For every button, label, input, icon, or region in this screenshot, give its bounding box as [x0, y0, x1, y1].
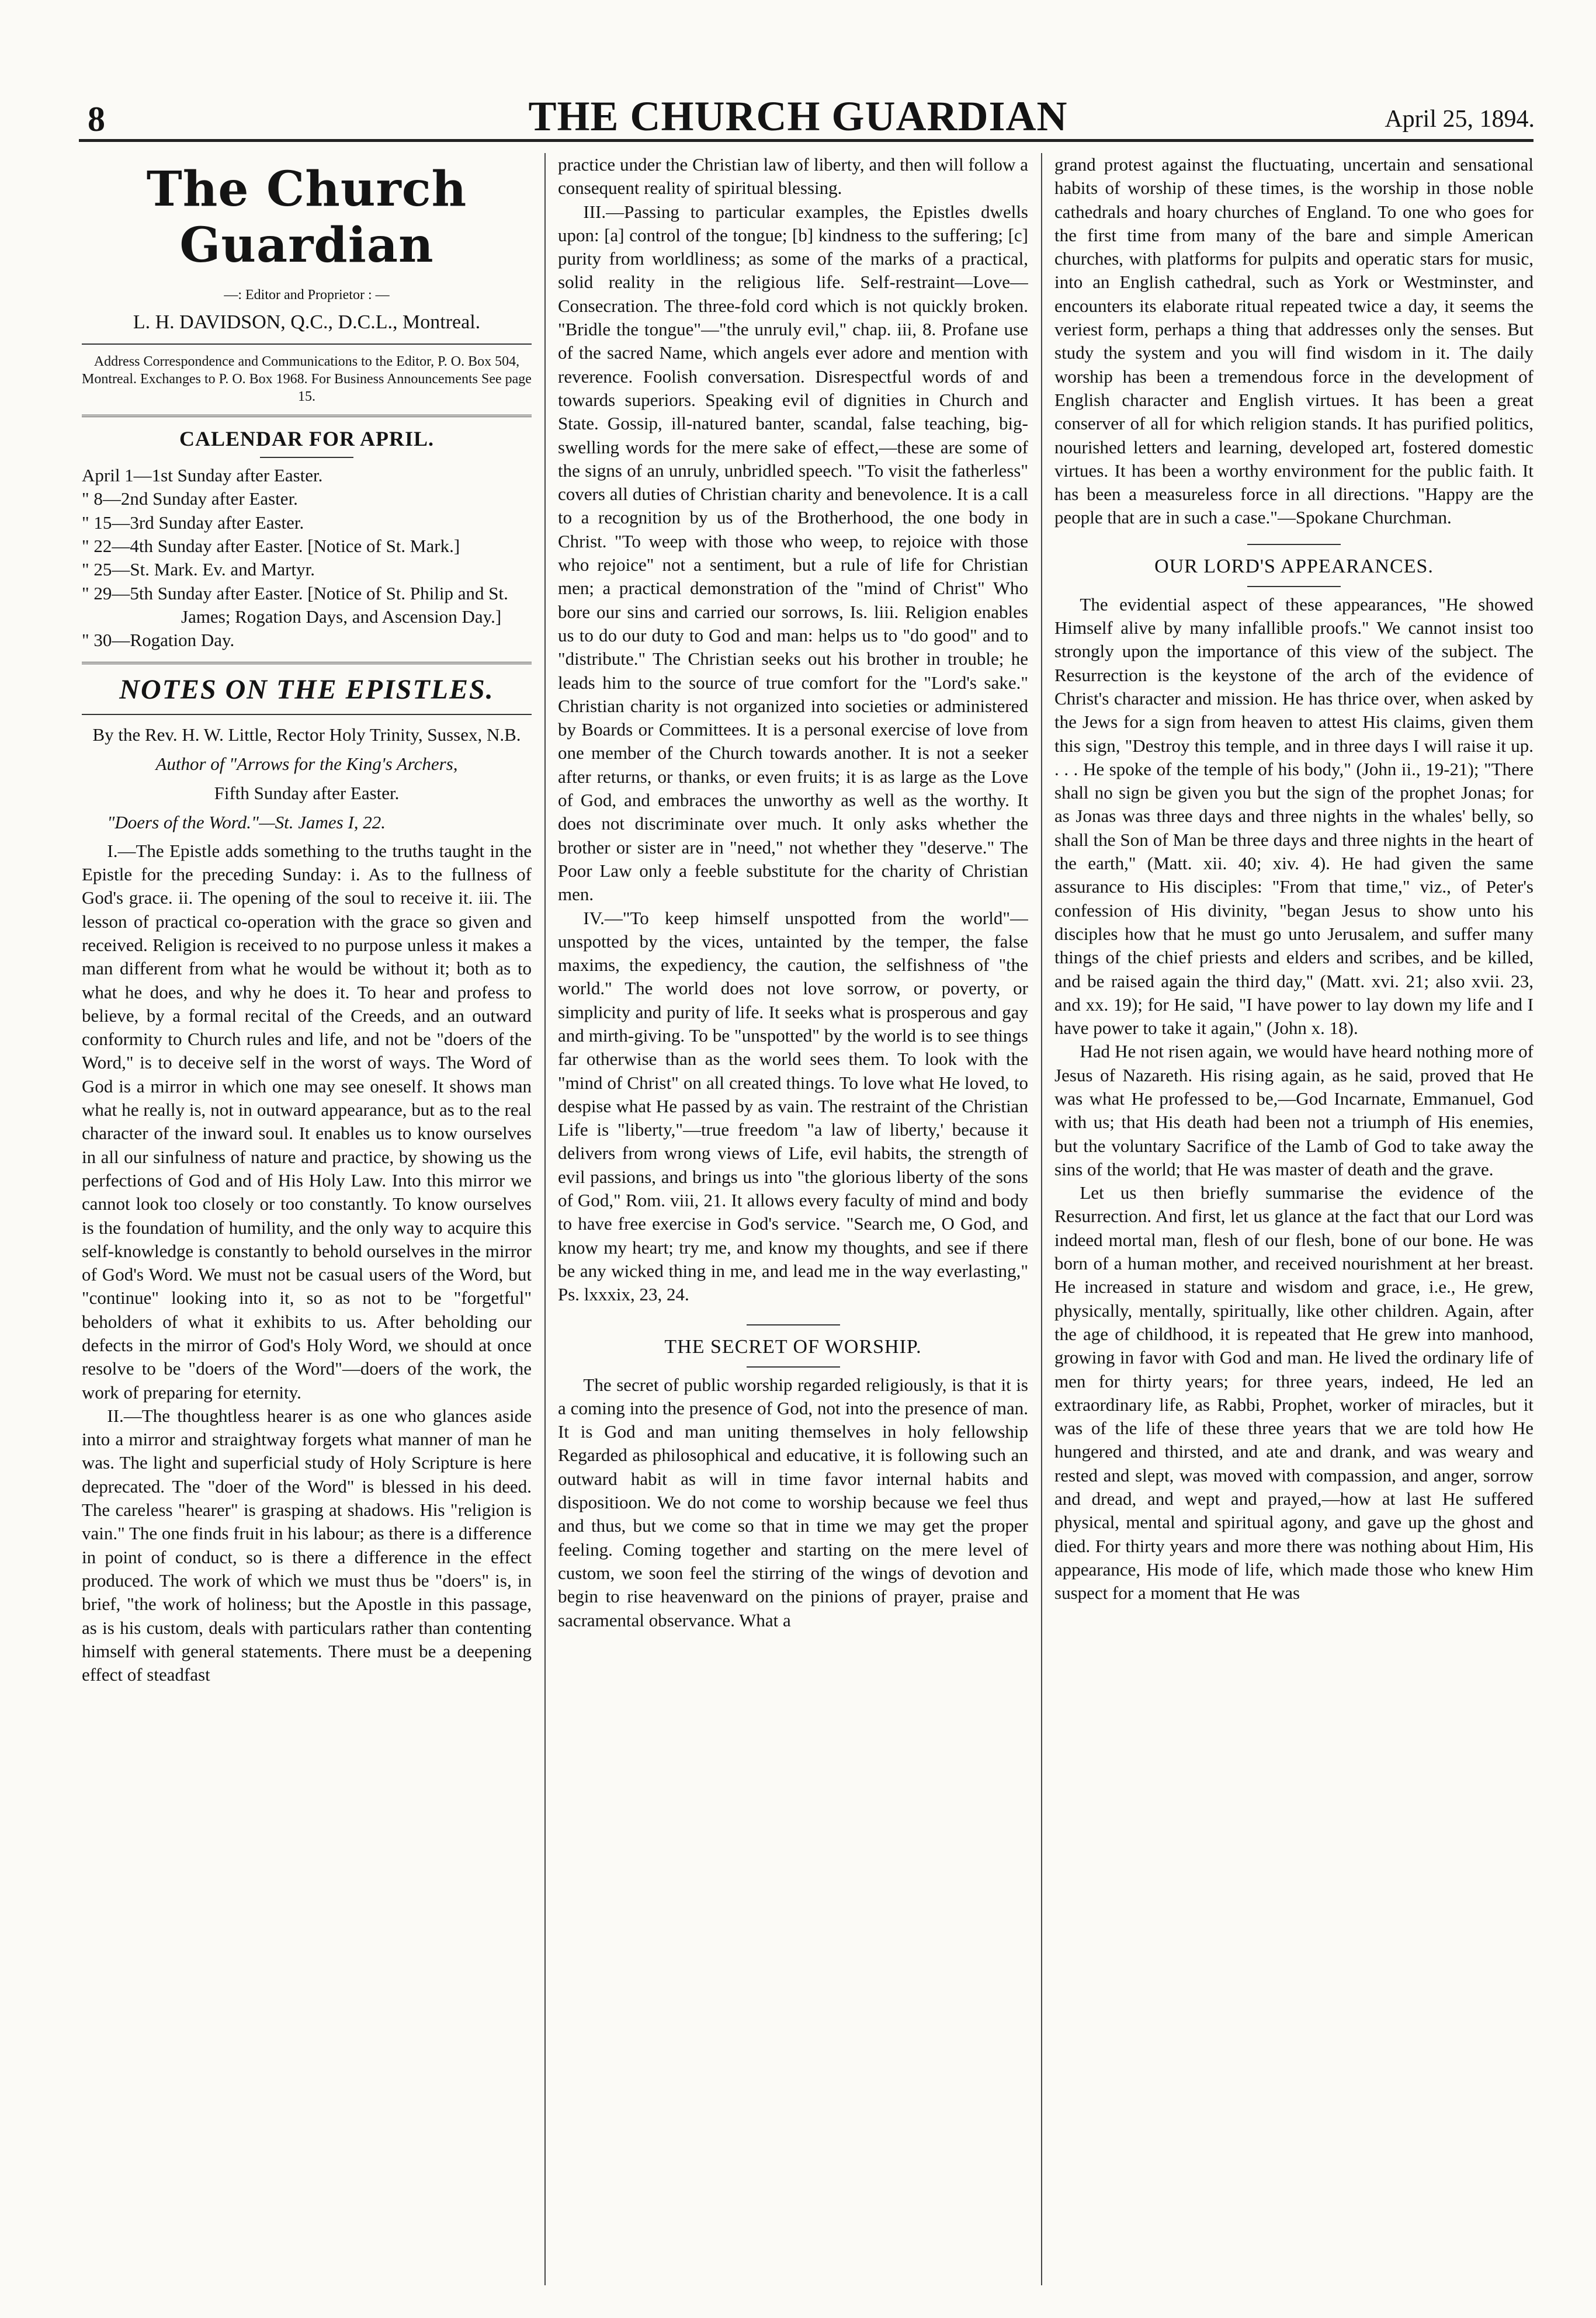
byline: By the Rev. H. W. Little, Rector Holy Trinity, Sussex, N.B.: [92, 724, 521, 745]
calendar-entry: " 25—St. Mark. Ev. and Martyr.: [82, 559, 315, 580]
column-divider: [1041, 153, 1042, 2285]
article-paragraph: grand protest against the fluctuating, uncertain and sensational habits of worship of these times, is the worship in those noble cathedrals and hoary churches of England. To one who goes for the first time from many of the bare and simple American churches, with platforms for pulpits and operatic stars for music, into an English cathedral, such as York or Westminster, and encounters its elaborate ritual repeated twice a day, it seems the veriest form, perhaps a thing that addresses only the senses. But study the system and you will find wisdom in it. The daily worship has been a tremendous force in the development of English character and English virtues. It has been a great conserver of all for which religion stands. It has purified politics, nourished letters and learning, developed art, fostered domestic virtues. It has been a worthy environment for the public faith. It has been a measureless force in all directions. "Happy are the people that are in such a case."—Spokane Churchman.: [1054, 154, 1533, 528]
article-paragraph: III.—Passing to particular examples, the Epistles dwells upon: [a] control of the tongue; [b] kindness to the suffering; [c] purity from worldliness; as some of the marks of a practical, solid reality in the religious life. Self-restraint—Love—Consecration. The three-fold cord which is not quickly broken. "Bridle the tongue"—"the unruly evil," chap. iii, 8. Profane use of the sacred Name, which angels ever adore and mention with reverence. Foolish conversation. Disrespectful words of and towards superiors. Speaking evil of dignities in Church and State. Gossip, ill-natured banter, scandal, false teaching, big-swelling words for the mere sake of effect,—these are some of the signs of an unruly, unbridled speech. "To visit the fatherless" covers all duties of Christian charity and benevolence. It is a call to a recognition by us of the Brotherhood, the one body in Christ. "To weep with those who weep, to rejoice with those who rejoice" not a sentiment, but a rule of life for Christian men; a practical demonstration of the "mind of Christ" Who bore our sins and carried our sorrows, Is. liii. Religion enables us to do our duty to God and man: helps us to "do good" and to "distribute." The Christian seeks out his brother in trouble; he leads him to the source of true comfort for the "Lord's sake." Christian charity is not organized into societies or administered by Boards or Committees. It is a personal exercise of love from one member of the Church towards another. It is not a seeker after returns, or thanks, or even fruits; it is as large as the Love of God, and embraces the unworthy as well as the worthy. It does not discriminate over much. It only asks whether the brother or sister are in "need," not whether they "deserve." The Poor Law only a feeble substitute for the charity of Christian men.: [558, 201, 1028, 905]
article-paragraph: I.—The Epistle adds something to the truths taught in the Epistle for the preceding Sunday: i. As to the fullness of God's grace. ii. The opening of the soul to receive it. iii. The lesson of practical co-operation with the grace so given and received. Religion is received to no purpose unless it makes a man different from what he would be without it; both as to what he does, and why he does it. To hear and profess to believe, by a formal recital of the Creeds, and an outward conformity to Church rules and life, and not be "doers of the Word," is to deceive self in the worst of ways. The Word of God is a mirror in which one may see oneself. It shows man what he really is, not in outward appearance, but as to the real character of the inward soul. It enables us to know ourselves in all our sinfulness of nature and practice, by showing us the perfections of God and of His Holy Law. Into this mirror we cannot look too closely or too constantly. To know ourselves is the foundation of humility, and the only way to acquire this self-knowledge is constantly to behold ourselves in the mirror of God's Word. We must not be casual users of the Word, but "continue" looking into it, so as not to be "forgetful" beholders of what it exhibits to us. After beholding our defects in the mirror of God's Holy Word, we should at once resolve to be "doers of the Word"—doers of the work, the work of preparing for eternity.: [82, 840, 532, 1403]
masthead: The Church Guardian: [146, 161, 467, 273]
calendar-list: [82, 464, 532, 652]
article-paragraph: II.—The thoughtless hearer is as one who glances aside into a mirror and straightway forgets what manner of man he was. The light and superficial study of Holy Scripture is here deprecated. The "doer of the Word" is blessed in his deed. The careless "hearer" is grasping at shadows. His "religion is vain." The one finds fruit in his labour; as there is a difference in point of conduct, so is there a difference in the effect produced. The work of which we must thus be "doers" is, in brief, "the work of holiness; but the Apostle in this passage, as is his custom, deals with particulars rather than contenting himself with general statements. There must be a deepening effect of steadfast: [82, 1405, 532, 1685]
section-title-appearances: OUR LORD'S APPEARANCES.: [1154, 555, 1434, 577]
article-paragraph: practice under the Christian law of liberty, and then will follow a consequent reality of spiritual blessing.: [558, 154, 1028, 199]
calendar-entry: " 22—4th Sunday after Easter. [Notice of St. Mark.]: [82, 536, 460, 557]
section-title-worship: THE SECRET OF WORSHIP.: [664, 1335, 922, 1358]
rule: [747, 1324, 840, 1325]
page-number: 8: [88, 100, 105, 138]
calendar-entry: April 1—1st Sunday after Easter.: [82, 465, 323, 486]
editor-name: L. H. DAVIDSON, Q.C., D.C.L., Montreal.: [133, 311, 481, 333]
article-paragraph: Let us then briefly summarise the evidence of the Resurrection. And first, let us glance at the fact that our Lord was indeed mortal man, flesh of our flesh, bone of our bone. He was born of a human mother, and received nourishment at her breast. He increased in stature and wisdom and grace, i.e., He grew, physically, mentally, spiritually, like other children. Again, after the age of childhood, it is repeated that He grew into manhood, growing in favor with God and man. He lived the ordinary life of men for thirty years; for three years, indeed, He led an extraordinary life, as Rabbi, Prophet, worker of miracles, but it was of the life of these three years that we are told how He hungered and thirsted, and ate and drank, and was weary and rested and slept, was moved with compassion, and anger, sorrow and dread, and wept and prayed,—how at last He suffered physical, mental and spiritual agony, and gave up the ghost and died. For thirty years and more there was nothing about Him, His appearance, His mode of life, which made those who knew Him suspect for a moment that He was: [1054, 1182, 1533, 1604]
column-3: [1054, 153, 1533, 2291]
editor-line: —: Editor and Proprietor : —: [224, 287, 390, 303]
calendar-entry: " 30—Rogation Day.: [82, 630, 235, 651]
article-paragraph: The evidential aspect of these appearances, "He showed Himself alive by many infallible proofs." We cannot insist too strongly upon the importance of this view of the subject. The Resurrection is the keystone of the arch of the evidence of Christ's character and mission. He has thrice over, when asked by the Jews for a sign from heaven to attest His claims, given them this sign, "Destroy this temple, and in three days I will raise it up. . . . He spoke of the temple of his body," (John ii., 19-21); "There shall no sign be given you but the sign of the prophet Jonas; for as Jonas was three days and three nights in the whales' belly, so shall the Son of Man be three days and three nights in the heart of the earth," (Matt. xii. 40; xiv. 4). He had given the same assurance to His disciples: "From that time," viz., of Peter's confession of His divinity, "began Jesus to show unto his disciples how that he must go unto Jerusalem, and suffer many things of the chief priests and elders and scribes, and be killed, and be raised again the third day," (Matt. xvi. 21; also xvii. 23, and xx. 19); for He said, "I have power to lay down my life and I have power to take it again," (John x. 18).: [1054, 594, 1533, 1039]
article-paragraph: Had He not risen again, we would have heard nothing more of Jesus of Nazareth. His rising again, as he said, proved that He was what He professed to be,—God Incarnate, Emmanuel, God with us; that His death had been not a triumph of His enemies, but the voluntary Sacrifice of the Lamb of God to take away the sins of the world; that He was master of death and the grave.: [1054, 1041, 1533, 1179]
rule: [747, 1366, 840, 1368]
newspaper-title: THE CHURCH GUARDIAN: [528, 93, 1068, 140]
article-paragraph: The secret of public worship regarded religiously, is that it is a coming into the presence of God, not into the presence of man. It is God and man uniting themselves in holy fellowship Regarded as philosophical and educative, it is following such an outward habit as will in time favor internal habits and dispositioon. We do not come to worship because we feel thus and thus, but we come so that in time we may get the proper feeling. Coming together and starting on the mere level of custom, we soon feel the stirring of the wings of devotion and begin to rise heavenward on the pinions of prayer, praise and sacramental observance. What a: [558, 1374, 1028, 1630]
author-of: Author of "Arrows for the King's Archers,: [155, 753, 458, 774]
article-paragraph: IV.—"To keep himself unspotted from the world"—unspotted by the vices, untainted by the temper, the false maxims, the expediency, the caution, the selfishness of "the world." The world does not love sorrow, or poverty, or simplicity and purity of life. It seeks what is prosperous and gay and mirth-giving. To be "unspotted" by the world is to see things far otherwise than as the world sees them. To look with the "mind of Christ" on all created things. To love what He loved, to despise what He passed by as vain. The restraint of the Christian Life is "liberty,"—true freedom "a law of liberty,' because it delivers from wrong views of Life, evil habits, the strength of evil passions, and brings us into "the glorious liberty of the sons of God," Rom. viii, 21. It allows every faculty of mind and body to have free exercise in God's service. "Search me, O God, and know my heart; try me, and know my thoughts, and see if there be any wicked thing in me, and lead me in the way everlasting," Ps. lxxxix, 23, 24.: [558, 907, 1028, 1305]
epigraph: "Doers of the Word."—St. James I, 22.: [107, 812, 386, 833]
page-header: [0, 88, 1596, 152]
rule: [1247, 544, 1341, 545]
sunday-heading: Fifth Sunday after Easter.: [214, 783, 400, 804]
issue-date: April 25, 1894.: [1385, 106, 1535, 133]
rule: [260, 457, 353, 458]
rule: [1247, 586, 1341, 587]
calendar-title: CALENDAR FOR APRIL.: [179, 427, 435, 451]
notes-title: NOTES ON THE EPISTLES.: [119, 674, 494, 705]
rule: [82, 714, 532, 715]
double-rule: [82, 662, 532, 664]
column-1: [82, 153, 532, 2291]
column-2: [558, 153, 1028, 2291]
double-rule: [82, 415, 532, 417]
calendar-entry: " 15—3rd Sunday after Easter.: [82, 512, 304, 533]
header-rule: [79, 139, 1533, 142]
address-notice: Address Correspondence and Communications to the Editor, P. O. Box 504, Montreal. Exchanges to P. O. Box 1968. For Business Announcements See page 15.: [82, 354, 532, 405]
column-divider: [544, 153, 546, 2285]
calendar-entry: " 8—2nd Sunday after Easter.: [82, 488, 298, 509]
calendar-entry: " 29—5th Sunday after Easter. [Notice of St. Philip and St. James; Rogation Days, and Ascension Day.]: [82, 582, 508, 627]
rule: [82, 343, 532, 345]
